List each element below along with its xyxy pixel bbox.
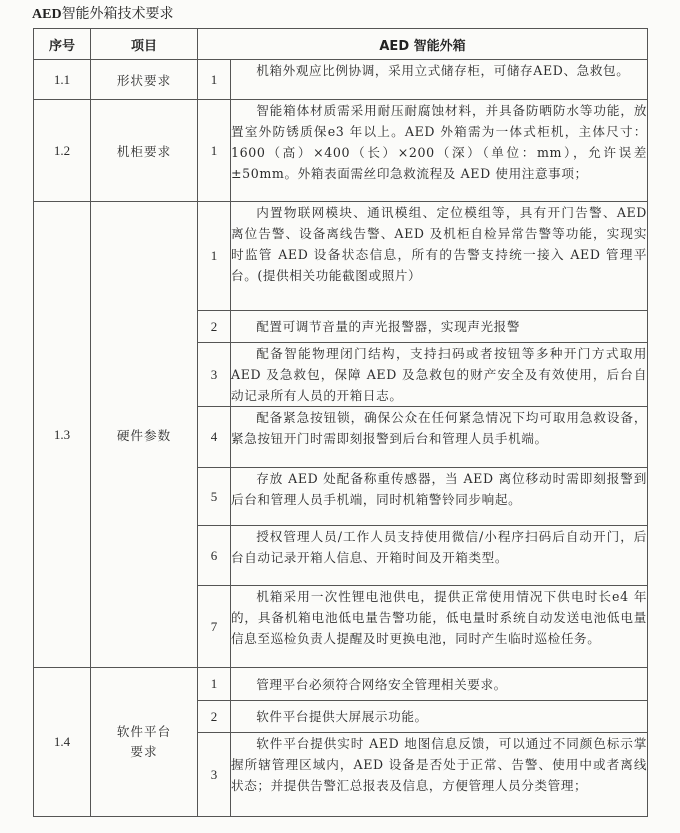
document-title	[32, 4, 174, 25]
entry-text: 配备紧急按钮锁，确保公众在任何紧急情况下均可取用急救设备，紧急按钮开门时需即刻报警到后台和管理人员手机端。	[231, 407, 648, 468]
section-number: 1.3	[34, 202, 91, 668]
entry-text: 软件平台提供实时 AED 地图信息反馈，可以通过不同颜色标示掌握所辖管理区域内，AED 设备是否处于正常、告警、使用中或者离线状态；并提供告警汇总报表及信息，方便管理人员分类管理；	[231, 733, 648, 817]
section-item: 形状要求	[91, 60, 198, 100]
entry-index: 1	[198, 60, 231, 100]
entry-text: 存放 AED 处配备称重传感器，当 AED 离位移动时需即刻报警到后台和管理人员手机端，同时机箱警铃同步响起。	[231, 468, 648, 526]
entry-text: 机箱外观应比例协调，采用立式储存柜，可储存AED、急救包。	[231, 60, 648, 100]
entry-text: 智能箱体材质需采用耐压耐腐蚀材料，并具备防晒防水等功能，放置室外防锈质保e3 年以上。AED 外箱需为一体式柜机，主体尺寸：1600（高）×400（长）×200（深）（单位：mm），允许误差±50mm。外箱表面需丝印急救流程及 AED 使用注意事项；	[231, 100, 648, 202]
entry-index: 5	[198, 468, 231, 526]
entry-text: 配置可调节音量的声光报警器，实现声光报警	[231, 311, 648, 343]
entry-text: 机箱采用一次性锂电池供电，提供正常使用情况下供电时长e4 年的，具备机箱电池低电量告警功能，低电量时系统自动发送电池低电量信息至巡检负责人提醒及时更换电池，同时产生临时巡检任务。	[231, 586, 648, 668]
header-row	[34, 29, 648, 60]
entry-index: 3	[198, 733, 231, 817]
entry-text: 配备智能物理闭门结构，支持扫码或者按钮等多种开门方式取用 AED 及急救包，保障 AED 及急救包的财产安全及有效使用，后台自动记录所有人员的开箱日志。	[231, 343, 648, 407]
section-item	[91, 668, 198, 817]
entry-index: 6	[198, 526, 231, 586]
entry-index: 2	[198, 701, 231, 733]
title-text: 智能外箱技术要求	[61, 6, 174, 22]
entry-index: 1	[198, 100, 231, 202]
header-index: 序号	[34, 29, 91, 60]
table-row	[34, 202, 648, 311]
section-item-line1: 软件平台	[116, 724, 172, 739]
entry-index: 1	[198, 202, 231, 311]
entry-text: 授权管理人员/工作人员支持使用微信/小程序扫码后自动开门，后台自动记录开箱人信息、开箱时间及开箱类型。	[231, 526, 648, 586]
spec-table	[33, 28, 648, 817]
section-item-text	[117, 722, 171, 762]
section-item: 机柜要求	[91, 100, 198, 202]
table-row	[34, 60, 648, 100]
entry-text: 软件平台提供大屏展示功能。	[231, 701, 648, 733]
entry-index: 3	[198, 343, 231, 407]
table-row	[34, 668, 648, 701]
header-description: AED 智能外箱	[198, 29, 648, 60]
section-number: 1.1	[34, 60, 91, 100]
section-item-line2: 要求	[130, 744, 158, 759]
entry-index: 4	[198, 407, 231, 468]
entry-index: 2	[198, 311, 231, 343]
table-row	[34, 100, 648, 202]
section-item: 硬件参数	[91, 202, 198, 668]
title-prefix: AED	[32, 7, 62, 22]
entry-text: 管理平台必须符合网络安全管理相关要求。	[231, 668, 648, 701]
header-item: 项目	[91, 29, 198, 60]
section-number: 1.2	[34, 100, 91, 202]
entry-index: 1	[198, 668, 231, 701]
entry-text: 内置物联网模块、通讯模组、定位模组等，具有开门告警、AED 离位告警、设备离线告警、AED 及机柜自检异常告警等功能，实现实时监管 AED 设备状态信息，所有的告警支持统一接入 AED 管理平台。(提供相关功能截图或照片）	[231, 202, 648, 311]
entry-index: 7	[198, 586, 231, 668]
section-number: 1.4	[34, 668, 91, 817]
